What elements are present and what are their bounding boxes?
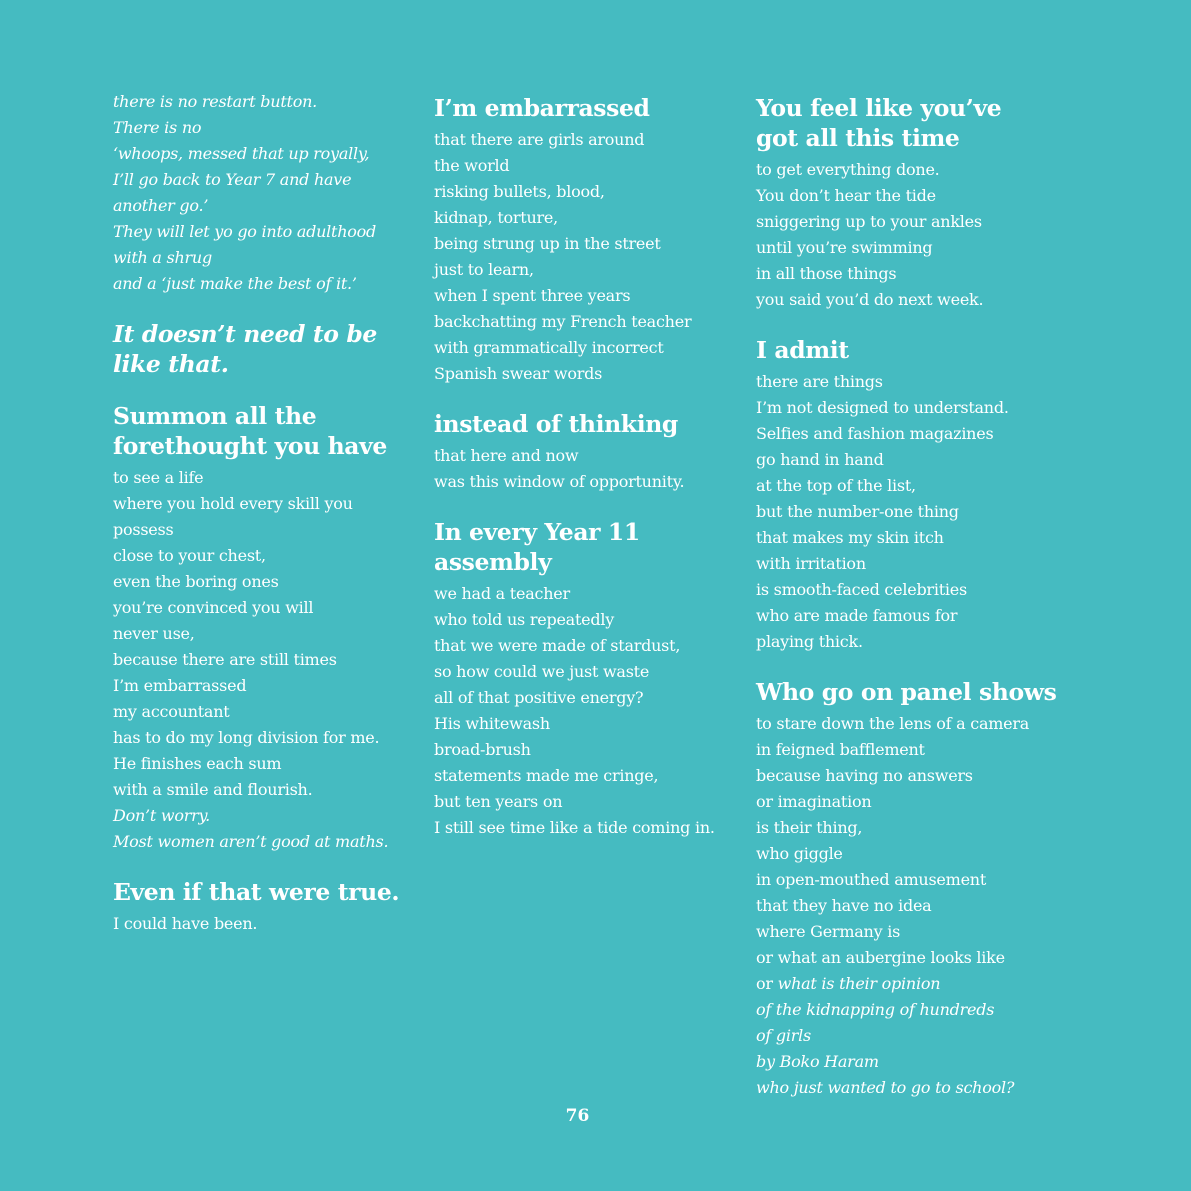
poem-line xyxy=(756,473,916,499)
poem-line-text: the world xyxy=(434,156,510,175)
poem-line xyxy=(756,1023,811,1049)
poem-line xyxy=(756,235,932,261)
poem-line xyxy=(756,421,993,447)
poem-line-text: just to learn, xyxy=(434,260,534,279)
poem-line-text: that we were made of stardust, xyxy=(434,636,681,655)
page-number: 76 xyxy=(565,1106,590,1126)
poem-line-text: who just wanted to go to school? xyxy=(756,1078,1015,1097)
poem-line xyxy=(434,283,630,309)
poem-line-text: even the boring ones xyxy=(113,572,279,591)
poem-line xyxy=(756,209,982,235)
poem-line-text: possess xyxy=(113,520,174,539)
poem-line xyxy=(434,607,614,633)
poem-line xyxy=(756,763,973,789)
poem-line-text: and a ‘just make the best of it.’ xyxy=(113,274,357,293)
poem-line xyxy=(756,815,862,841)
poem-line-text: never use, xyxy=(113,624,195,643)
poem-line xyxy=(756,369,883,395)
poem-line-text: in open-mouthed amusement xyxy=(756,870,987,889)
poem-line xyxy=(113,141,369,167)
poem-line-text: I still see time like a tide coming in. xyxy=(434,818,715,837)
poem-line-text: there are things xyxy=(756,372,883,391)
poem-line xyxy=(113,699,229,725)
poem-line xyxy=(434,257,534,283)
section-heading: Even if that were true. xyxy=(113,878,400,906)
section-heading: Summon all the xyxy=(113,402,317,430)
poem-line xyxy=(756,603,957,629)
section-heading: I admit xyxy=(756,336,849,364)
poem-line-text: close to your chest, xyxy=(113,546,266,565)
section-heading: like that. xyxy=(113,350,229,378)
poem-line xyxy=(113,829,388,855)
poem-line xyxy=(113,911,257,937)
poem-line xyxy=(756,183,936,209)
poem-line xyxy=(434,153,509,179)
poem-line-text: You don’t hear the tide xyxy=(756,186,936,205)
poem-line xyxy=(434,815,715,841)
poem-line xyxy=(434,179,605,205)
poem-line-text: I’ll go back to Year 7 and have xyxy=(113,170,352,189)
poem-line xyxy=(756,997,994,1023)
section-heading: I’m embarrassed xyxy=(434,94,650,122)
poem-line-text: was this window of opportunity. xyxy=(434,472,685,491)
poem-line xyxy=(113,777,312,803)
poem-line-text: at the top of the list, xyxy=(756,476,916,495)
poem-line xyxy=(756,577,967,603)
poem-line-text: with irritation xyxy=(756,554,866,573)
poem-line-text: has to do my long division for me. xyxy=(113,728,380,747)
poem-line-text: risking bullets, blood, xyxy=(434,182,605,201)
section-heading: It doesn’t need to be xyxy=(113,320,377,348)
poem-line xyxy=(113,595,313,621)
poem-line-text: who told us repeatedly xyxy=(434,610,614,629)
poem-line xyxy=(756,551,866,577)
poem-line xyxy=(756,893,931,919)
poem-line-text: go hand in hand xyxy=(756,450,884,469)
poem-line xyxy=(113,647,337,673)
poem-line-text: to stare down the lens of a camera xyxy=(756,714,1030,733)
poem-line xyxy=(434,711,550,737)
poem-line xyxy=(113,673,246,699)
poem-line-text: that there are girls around xyxy=(434,130,645,149)
poem-line-text: that makes my skin itch xyxy=(756,528,944,547)
poem-line xyxy=(113,543,266,569)
poem-line-text: of girls xyxy=(756,1026,811,1045)
poem-line xyxy=(434,737,531,763)
section-heading: forethought you have xyxy=(113,432,387,460)
poem-line xyxy=(756,919,900,945)
poem-line-text: or xyxy=(756,974,778,993)
poem-line xyxy=(756,737,925,763)
poem-line-text: but ten years on xyxy=(434,792,563,811)
section-heading: Who go on panel shows xyxy=(756,678,1057,706)
poem-line-text: but the number-one thing xyxy=(756,502,959,521)
poem-line-text: with a shrug xyxy=(113,248,212,267)
poem-line xyxy=(113,569,279,595)
poem-line-text: where you hold every skill you xyxy=(113,494,353,513)
poem-line-text: I could have been. xyxy=(113,914,258,933)
poem-line-text: another go.’ xyxy=(113,196,209,215)
poem-line-text: Selfies and fashion magazines xyxy=(756,424,994,443)
poem-line-text: because having no answers xyxy=(756,766,973,785)
poem-line xyxy=(756,789,871,815)
poem-line-text: you’re convinced you will xyxy=(113,598,314,617)
poem-line-text: Don’t worry. xyxy=(113,806,210,825)
poem-line xyxy=(113,271,357,297)
poem-line xyxy=(434,763,658,789)
section-heading: In every Year 11 xyxy=(434,518,640,546)
poem-line xyxy=(756,395,1009,421)
poem-line xyxy=(434,443,578,469)
poem-line-text: is their thing, xyxy=(756,818,863,837)
poem-line xyxy=(434,205,558,231)
poem-line xyxy=(756,841,843,867)
poem-line xyxy=(756,711,1029,737)
poem-line-text: There is no xyxy=(113,118,202,137)
poem-line xyxy=(113,803,210,829)
poem-line xyxy=(113,167,351,193)
poem-line xyxy=(113,751,281,777)
poem-line-text: we had a teacher xyxy=(434,584,570,603)
poem-line xyxy=(434,633,680,659)
poem-line-text: with a smile and flourish. xyxy=(113,780,313,799)
poem-line-text: you said you’d do next week. xyxy=(756,290,984,309)
poem-line xyxy=(756,525,944,551)
poem-line-text: by Boko Haram xyxy=(756,1052,879,1071)
poem-line xyxy=(756,261,896,287)
poem-line-text: I’m not designed to understand. xyxy=(756,398,1009,417)
poem-line xyxy=(113,89,317,115)
poem-line xyxy=(434,685,643,711)
poem-line xyxy=(113,517,173,543)
poem-line-text: They will let yo go into adulthood xyxy=(113,222,377,241)
poem-line-text: when I spent three years xyxy=(434,286,631,305)
poem-line xyxy=(434,789,562,815)
poem-line-text: backchatting my French teacher xyxy=(434,312,692,331)
poem-line xyxy=(434,309,691,335)
poem-line-text: in feigned bafflement xyxy=(756,740,925,759)
poem-line-text: He finishes each sum xyxy=(113,754,282,773)
poem-line xyxy=(756,867,986,893)
poem-line-text: who are made famous for xyxy=(756,606,958,625)
poem-line-text: kidnap, torture, xyxy=(434,208,558,227)
poem-line xyxy=(756,157,940,183)
poem-line-text: ‘whoops, messed that up royally, xyxy=(113,144,370,163)
poem-line xyxy=(434,127,644,153)
poem-line-text: statements made me cringe, xyxy=(434,766,659,785)
poem-line xyxy=(113,465,203,491)
poem-line xyxy=(434,231,661,257)
section-heading: instead of thinking xyxy=(434,410,678,438)
poem-line xyxy=(756,447,884,473)
poem-line-text: all of that positive energy? xyxy=(434,688,644,707)
poem-line-text: until you’re swimming xyxy=(756,238,933,257)
section-heading: You feel like you’ve xyxy=(756,94,1002,122)
poem-line xyxy=(756,499,959,525)
poem-line xyxy=(113,115,201,141)
poem-line-text: is smooth-faced celebrities xyxy=(756,580,967,599)
poem-line xyxy=(113,193,208,219)
poem-line-text: to get everything done. xyxy=(756,160,940,179)
poem-line xyxy=(756,287,983,313)
poem-line xyxy=(756,1049,879,1075)
poem-line-text: in all those things xyxy=(756,264,897,283)
section-heading: assembly xyxy=(434,548,552,576)
poem-line xyxy=(434,361,602,387)
poem-line-text: because there are still times xyxy=(113,650,337,669)
section-heading: got all this time xyxy=(756,124,960,152)
poem-line-text: playing thick. xyxy=(756,632,863,651)
poem-line xyxy=(434,469,684,495)
poem-line xyxy=(434,581,570,607)
poem-line-text: Most women aren’t good at maths. xyxy=(113,832,389,851)
poem-line xyxy=(756,945,1005,971)
poem-line-text: of the kidnapping of hundreds xyxy=(756,1000,995,1019)
poem-line xyxy=(434,659,649,685)
poem-line-text: broad-brush xyxy=(434,740,531,759)
poem-line xyxy=(756,629,863,655)
poem-line xyxy=(113,219,376,245)
poem-line-text: who giggle xyxy=(756,844,843,863)
poem-line xyxy=(113,621,195,647)
poem-line xyxy=(434,335,664,361)
poem-line-text: being strung up in the street xyxy=(434,234,661,253)
poem-line-text: I’m embarrassed xyxy=(113,676,247,695)
poem-line-text: my accountant xyxy=(113,702,230,721)
poem-line-text: His whitewash xyxy=(434,714,550,733)
poem-line-text: or what an aubergine looks like xyxy=(756,948,1005,967)
poem-line-text: so how could we just waste xyxy=(434,662,650,681)
poem-line-italic-tail: what is their opinion xyxy=(777,974,941,993)
poem-line-text: to see a life xyxy=(113,468,204,487)
poem-line-text: where Germany is xyxy=(756,922,901,941)
poem-line xyxy=(756,1075,1014,1101)
poem-line-text: or imagination xyxy=(756,792,872,811)
poem-line xyxy=(756,971,940,997)
poem-line xyxy=(113,725,379,751)
poem-line-text: that they have no idea xyxy=(756,896,932,915)
poem-line-text: there is no restart button. xyxy=(113,92,317,111)
poem-line xyxy=(113,491,353,517)
poem-line-text: sniggering up to your ankles xyxy=(756,212,982,231)
poem-line-text: with grammatically incorrect xyxy=(434,338,664,357)
poem-line xyxy=(113,245,212,271)
poem-line-text: that here and now xyxy=(434,446,579,465)
poem-line-text: Spanish swear words xyxy=(434,364,603,383)
